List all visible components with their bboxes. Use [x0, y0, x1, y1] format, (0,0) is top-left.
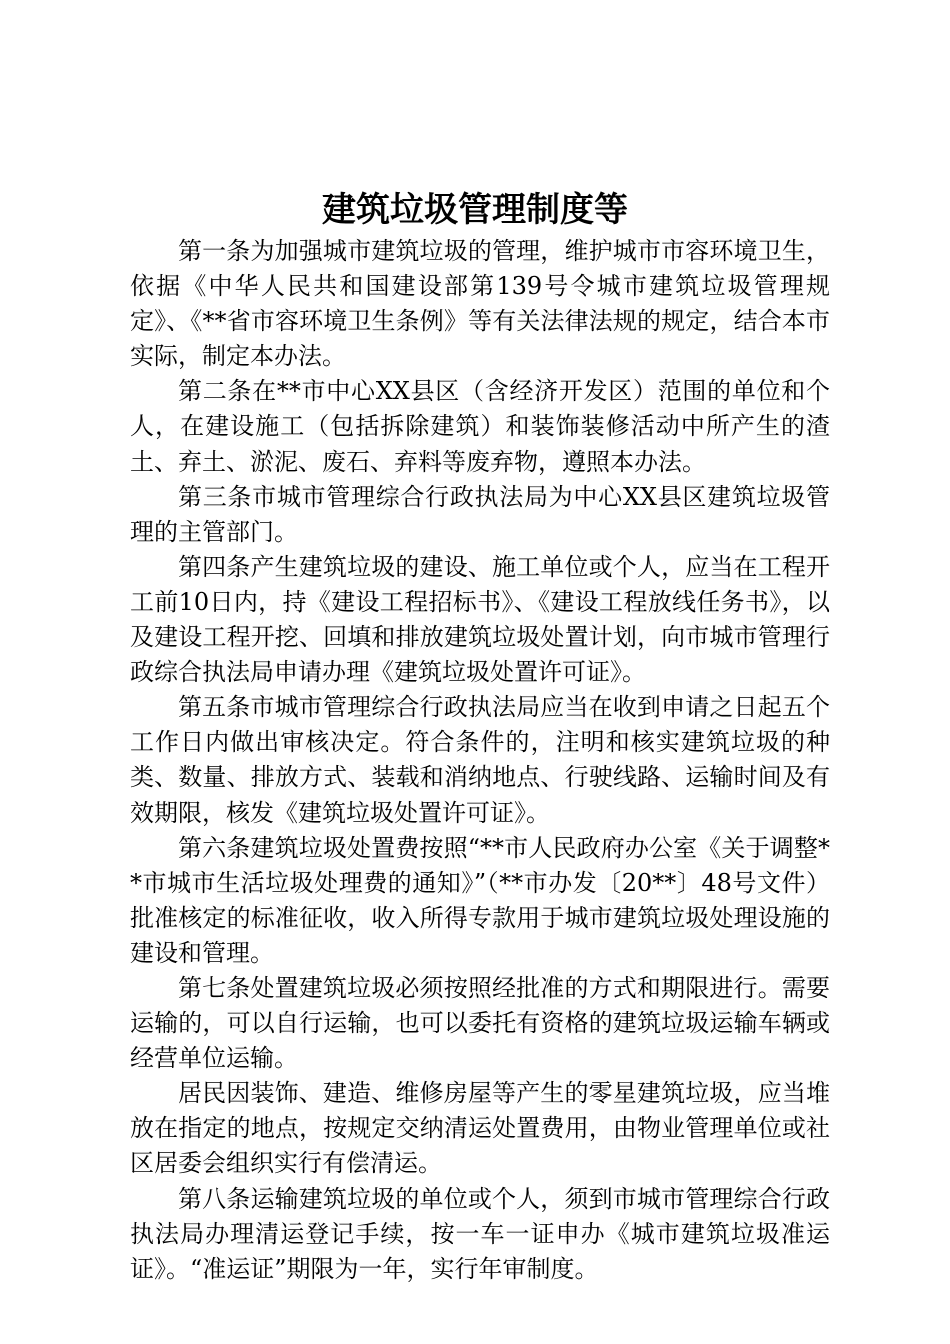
- article-8-paragraph: 第八条运输建筑垃圾的单位或个人，须到市城市管理综合行政执法局办理清运登记手续，按一车一证申办《城市建筑垃圾准运证》。“准运证”期限为一年，实行年审制度。: [130, 1184, 830, 1283]
- article-2-paragraph: 第二条在**市中心XX县区（含经济开发区）范围的单位和个人，在建设施工（包括拆除建筑）和装饰装修活动中所产生的渣土、弃土、淤泥、废石、弃料等废弃物，遵照本办法。: [130, 377, 830, 476]
- article-5-paragraph: 第五条市城市管理综合行政执法局应当在收到申请之日起五个工作日内做出审核决定。符合条件的，注明和核实建筑垃圾的种类、数量、排放方式、装载和消纳地点、行驶线路、运输时间及有效期限，核发《建筑垃圾处置许可证》。: [130, 693, 830, 827]
- article-1-paragraph: 第一条为加强城市建筑垃圾的管理，维护城市市容环境卫生，依据《中华人民共和国建设部第139号令城市建筑垃圾管理规定》、《**省市容环境卫生条例》等有关法律法规的规定，结合本市实际，制定本办法。: [130, 237, 830, 371]
- article-6-paragraph: 第六条建筑垃圾处置费按照“**市人民政府办公室《关于调整**市城市生活垃圾处理费的通知》”（**市办发〔20**〕48号文件）批准核定的标准征收，收入所得专款用于城市建筑垃圾处理设施的建设和管理。: [130, 833, 830, 967]
- article-3-paragraph: 第三条市城市管理综合行政执法局为中心XX县区建筑垃圾管理的主管部门。: [130, 482, 830, 546]
- document-body: [130, 234, 830, 1287]
- article-7-paragraph: 第七条处置建筑垃圾必须按照经批准的方式和期限进行。需要运输的，可以自行运输，也可以委托有资格的建筑垃圾运输车辆或经营单位运输。: [130, 973, 830, 1073]
- article-4-paragraph: 第四条产生建筑垃圾的建设、施工单位或个人，应当在工程开工前10日内，持《建设工程招标书》、《建设工程放线任务书》，以及建设工程开挖、回填和排放建筑垃圾处置计划，向市城市管理行政综合执法局申请办理《建筑垃圾处置许可证》。: [130, 552, 830, 687]
- resident-waste-paragraph: 居民因装饰、建造、维修房屋等产生的零星建筑垃圾，应当堆放在指定的地点，按规定交纳清运处置费用，由物业管理单位或社区居委会组织实行有偿清运。: [130, 1079, 830, 1178]
- document-title: 建筑垃圾管理制度等: [322, 190, 628, 230]
